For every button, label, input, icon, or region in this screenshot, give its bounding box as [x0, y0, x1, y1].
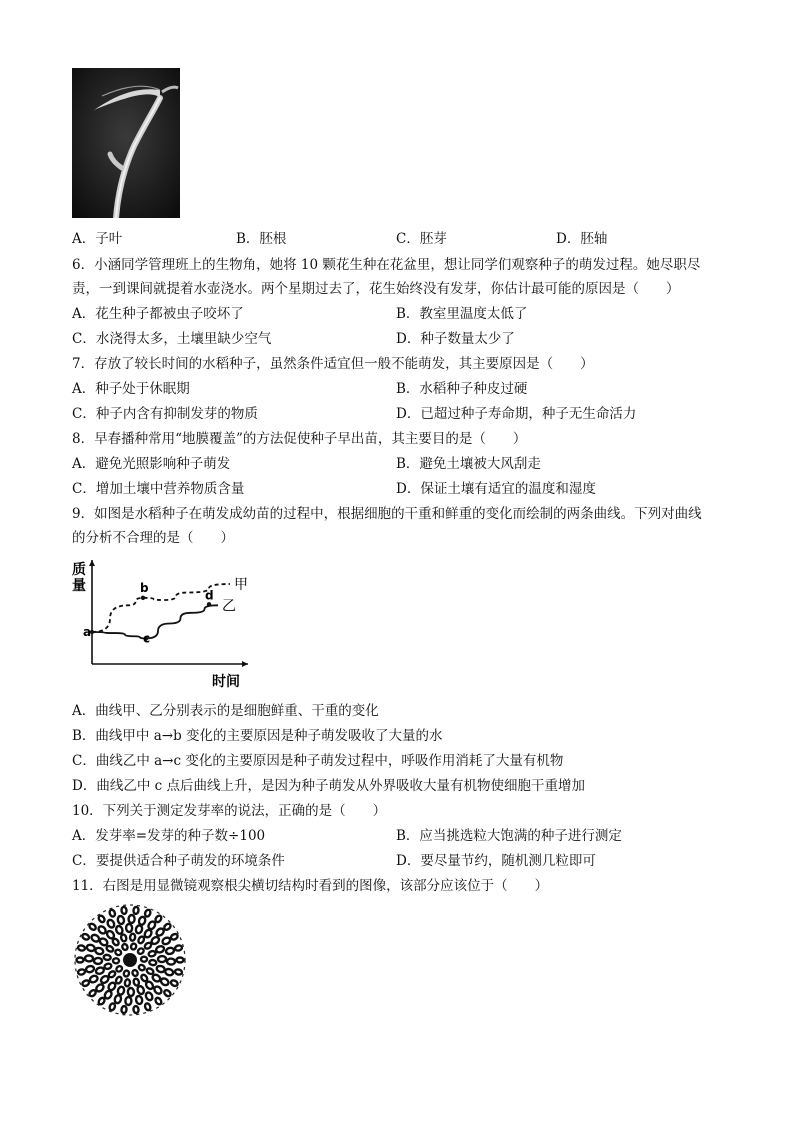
- q8-option-c: C．增加土壤中营养物质含量: [72, 481, 245, 497]
- q9-stem-line2: 的分析不合理的是（ ）: [72, 530, 234, 546]
- q5-option-c: C．胚芽: [396, 231, 447, 247]
- q7-option-c: C．种子内含有抑制发芽的物质: [72, 406, 258, 422]
- q6-option-b: B．教室里温度太低了: [396, 306, 528, 322]
- q6-option-d: D．种子数量太少了: [396, 331, 515, 347]
- q10-option-b: B．应当挑选粒大饱满的种子进行测定: [396, 828, 622, 844]
- seedling-photo: [72, 68, 180, 218]
- q7-option-d: D．已超过种子寿命期，种子无生命活力: [396, 406, 637, 422]
- q9-option-c: C．曲线乙中 a→c 变化的主要原因是种子萌发过程中，呼吸作用消耗了大量有机物: [72, 753, 564, 769]
- q10-option-d: D．要尽量节约，随机测几粒即可: [396, 853, 596, 869]
- q9-option-b: B．曲线甲中 a→b 变化的主要原因是种子萌发吸收了大量的水: [72, 728, 443, 744]
- q5-option-b: B．胚根: [236, 231, 287, 247]
- point-label-a: a: [83, 625, 92, 639]
- q6-stem-line1: 6．小涵同学管理班上的生物角，她将 10 颗花生种在花盆里，想让同学们观察种子的萌发过程。她尽职尽: [72, 257, 701, 273]
- q6-stem-line2: 责，一到课间就提着水壶浇水。两个星期过去了，花生始终没有发芽，你估计最可能的原因是（ ）: [72, 281, 680, 297]
- point-label-b: b: [140, 580, 149, 595]
- q8-option-d: D．保证土壤有适宜的温度和湿度: [396, 481, 596, 497]
- q7-option-a: A．种子处于休眠期: [72, 381, 190, 397]
- y-axis-arrow: [89, 560, 95, 566]
- point-d: [207, 602, 211, 606]
- x-axis-arrow: [242, 661, 248, 667]
- series-name-yi: 乙: [222, 598, 236, 615]
- point-b: [141, 596, 145, 600]
- q11-stem: 11．右图是用显微镜观察根尖横切结构时看到的图像，该部分应该位于（ ）: [72, 878, 549, 894]
- chart-svg: [70, 560, 250, 692]
- q9-option-d: D．曲线乙中 c 点后曲线上升，是因为种子萌发从外界吸收大量有机物使细胞干重增加: [72, 778, 585, 794]
- q10-stem: 10．下列关于测定发芽率的说法，正确的是（ ）: [72, 803, 387, 819]
- q8-option-a: A．避免光照影响种子萌发: [72, 456, 231, 472]
- q10-option-a: A．发芽率=发芽的种子数÷100: [72, 828, 266, 844]
- cell-mark: [123, 953, 137, 967]
- q7-option-b: B．水稻种子种皮过硬: [396, 381, 528, 397]
- q6-option-c: C．水浇得太多，土壤里缺少空气: [72, 331, 272, 347]
- q8-option-b: B．避免土壤被大风刮走: [396, 456, 541, 472]
- point-label-c: c: [143, 631, 151, 646]
- q8-stem: 8．早春播种常用“地膜覆盖”的方法促使种子早出苗，其主要目的是（ ）: [72, 431, 527, 447]
- q9-option-a: A．曲线甲、乙分别表示的是细胞鲜重、干重的变化: [72, 703, 379, 719]
- q5-option-a: A．子叶: [72, 231, 123, 247]
- q10-option-c: C．要提供适合种子萌发的环境条件: [72, 853, 285, 869]
- q5-option-d: D．胚轴: [556, 231, 608, 247]
- series-name-jia: 甲: [234, 577, 248, 593]
- x-axis-label: 时间: [212, 674, 240, 690]
- y-axis-label-char: 质: [72, 562, 86, 578]
- point-label-d: d: [205, 588, 214, 603]
- mass-time-chart: [70, 560, 250, 692]
- q6-option-a: A．花生种子都被虫子咬坏了: [72, 306, 244, 322]
- series-line-yi: [92, 605, 218, 638]
- q7-stem: 7．存放了较长时间的水稻种子，虽然条件适宜但一般不能萌发，其主要原因是（ ）: [72, 356, 594, 372]
- root-cross-section-image: [72, 902, 188, 1018]
- y-axis-label-char: 量: [72, 578, 86, 594]
- q9-stem-line1: 9．如图是水稻种子在萌发成幼苗的过程中，根据细胞的干重和鲜重的变化而绘制的两条曲线。下列对曲线: [72, 506, 702, 522]
